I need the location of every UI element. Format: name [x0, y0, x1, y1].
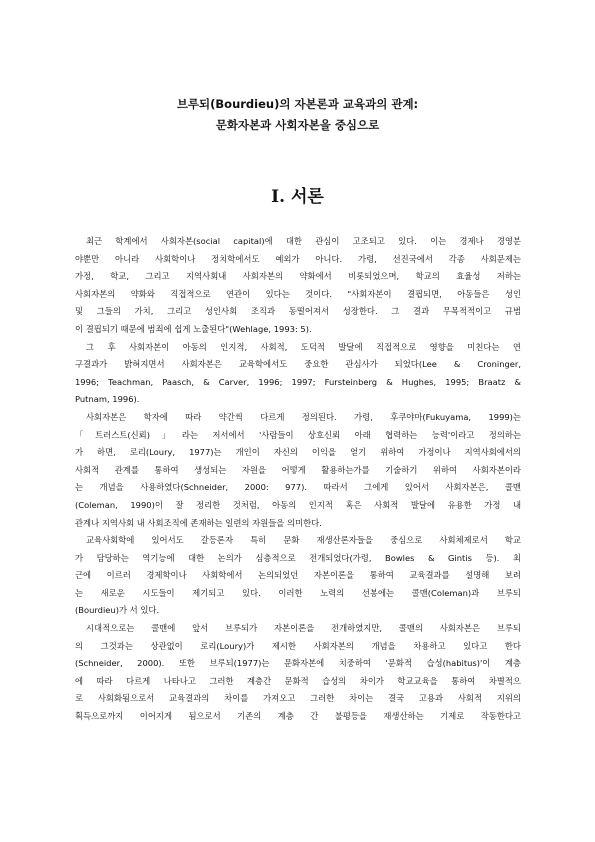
text-line: 이 결핍되기 때문에 범죄에 쉽게 노출된다"(Wehlage, 1993: 5).: [75, 323, 312, 334]
text-line: 근에 이르러 경제학이나 사회학에서 논의되었던 자본이론을 통하여 교육결과를 설명해 보려: [75, 570, 521, 581]
text-line: 야뿐만 아니라 사회학이나 정치학에서도 예외가 아니다. 가령, 선진국에서 각종 사회문제는: [75, 253, 521, 264]
section-heading: I. 서론: [271, 187, 324, 207]
text-line: 「트러스트(신뢰)」라는 저서에서 '사람들이 상호신뢰 아래 협력하는 능력'이라고 정의하는: [75, 429, 521, 440]
text-line: 사회자본은 학자에 따라 약간씩 다르게 정의된다. 가령, 후쿠야마(Fukuyama, 1999)는: [86, 411, 521, 422]
paragraph-1: [75, 233, 521, 339]
text-line: 구결과가 밝혀지면서 사회자본은 교육학에서도 중요한 관심사가 되었다(Lee & Croninger,: [75, 359, 521, 370]
text-line: 및 그들의 가치, 그리고 성인사회 조직과 동떨어져서 성장한다. 그 결과 무목적적이고 규범: [75, 306, 521, 317]
title-block: [0, 94, 595, 136]
paragraph-5: [75, 620, 521, 726]
paper-title: 브루되(Bourdieu)의 자본론과 교육과의 관계:: [176, 97, 419, 111]
text-line: 그 후 사회자본이 아동의 인지적, 사회적, 도덕적 발달에 직접적으로 영향을 미친다는 연: [86, 341, 521, 352]
text-line: 관계나 지역사회 내 사회조직에 존재하는 일련의 자원들을 의미한다.: [75, 517, 322, 528]
text-line: 최근 학계에서 사회자본(social capital)에 대한 관심이 고조되고 있다. 이는 경제나 경영분: [86, 236, 521, 246]
paragraph-4: [75, 532, 521, 620]
text-line: 는 새로운 시도들이 제기되고 있다. 이러한 노력의 선봉에는 콜맨(Coleman)과 브루되: [75, 587, 521, 598]
body-text: [75, 233, 521, 726]
text-line: 1996; Teachman, Paasch, & Carver, 1996; 1997; Fursteinberg & Hughes, 1995; Braatz &: [75, 376, 521, 387]
text-line: (Coleman, 1990)이 잘 정리한 것처럼, 아동의 인지적 혹은 사회적 발달에 유용한 가정 내: [75, 499, 521, 510]
text-line: 의 그것과는 상관없이 로리(Loury)가 제시한 사회자본의 개념을 차용하고 있다고 한다: [75, 640, 521, 651]
text-line: 로 사회화됨으로서 교육결과의 차이를 가져오고 그러한 차이는 결국 고용과 사회적 지위의: [75, 693, 521, 704]
text-line: (Bourdieu)가 서 있다.: [75, 605, 160, 616]
text-line: Putnam, 1996).: [75, 394, 140, 405]
paragraph-2: [75, 339, 521, 409]
text-line: 사회자본의 약화와 직접적으로 연관이 있다는 것이다. "사회자본이 결핍되면, 아동들은 성인: [75, 288, 521, 299]
text-line: 시대적으로는 콜맨에 앞서 브루되가 자본이론을 전개하였지만, 콜맨의 사회자본은 브루되: [86, 623, 521, 634]
text-line: 가정, 학교, 그리고 지역사회내 사회자본의 약화에서 비롯되었으며, 학교의 효율성 저하는: [75, 271, 521, 282]
text-line: (Schneider, 2000). 또한 브루되(1977)는 문화자본에 치중하여 '문화적 습성(habitus)'이 계층: [75, 658, 521, 669]
text-line: 획득으로까지 이어지게 됨으로서 기존의 계층 간 불평등을 재생산하는 기제로 작동한다고: [75, 711, 521, 722]
text-line: 가 담당하는 역기능에 대한 논의가 심층적으로 전개되었다(가령, Bowles & Gintis 등). 최: [75, 552, 521, 563]
text-line: 교육사회학에 있어서도 갈등론자 특히 문화 재생산론자들을 중심으로 사회체제로서 학교: [86, 535, 521, 546]
paper-subtitle: 문화자본과 사회자본을 중심으로: [215, 118, 380, 132]
paragraph-3: [75, 409, 521, 532]
text-line: 가 하면, 로리(Loury, 1977)는 개인이 자신의 이익을 얻기 위하여 가정이나 지역사회에서의: [75, 447, 521, 458]
text-line: 에 따라 다르게 나타나고 그러한 계층간 문화적 습성의 차이가 학교교육을 통하여 차별적으: [75, 675, 521, 686]
text-line: 사회적 관계를 통하여 생성되는 자원을 어떻게 활용하는가를 기술하기 위하여 사회자본이라: [75, 464, 521, 475]
text-line: 는 개념을 사용하였다(Schneider, 2000: 977). 따라서 그에게 있어서 사회자본은, 콜맨: [75, 482, 521, 493]
